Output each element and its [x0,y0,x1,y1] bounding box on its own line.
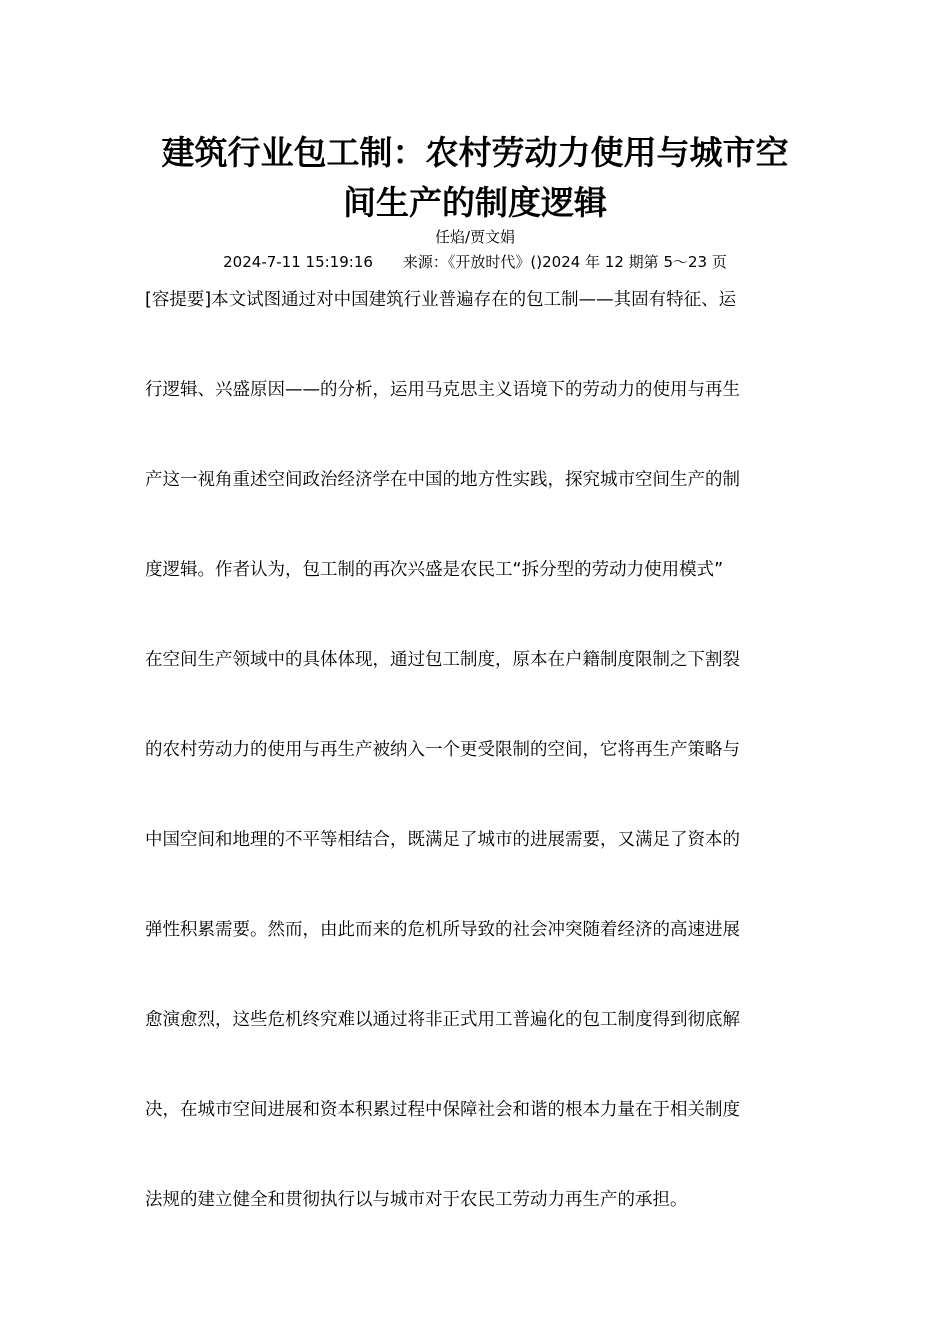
abstract-line: [容提要]本文试图通过对中国建筑行业普遍存在的包工制——其固有特征、运 [145,290,737,310]
abstract-line: 行逻辑、兴盛原因——的分析，运用马克思主义语境下的劳动力的使用与再生 [145,380,740,400]
document-title-line-1: 建筑行业包工制：农村劳动力使用与城市空 [161,133,789,172]
publish-date: 2024-7-11 15:19:16 [223,253,373,271]
abstract-line: 弹性积累需要。然而，由此而来的危机所导致的社会冲突随着经济的高速进展 [145,920,740,940]
abstract-line: 的农村劳动力的使用与再生产被纳入一个更受限制的空间，它将再生产策略与 [145,740,740,760]
abstract-line: 在空间生产领域中的具体体现，通过包工制度，原本在户籍制度限制之下割裂 [145,650,740,670]
publication-meta [0,251,950,273]
publication-source: 来源：《开放时代》()2024 年 12 期第 5～23 页 [402,253,727,271]
document-title-line-2: 间生产的制度逻辑 [343,183,607,222]
abstract-line: 度逻辑。作者认为，包工制的再次兴盛是农民工“拆分型的劳动力使用模式” [145,560,724,580]
abstract-line: 中国空间和地理的不平等相结合，既满足了城市的进展需要，又满足了资本的 [145,830,740,850]
abstract-line: 愈演愈烈，这些危机终究难以通过将非正式用工普遍化的包工制度得到彻底解 [145,1010,740,1030]
abstract-line: 产这一视角重述空间政治经济学在中国的地方性实践，探究城市空间生产的制 [145,470,740,490]
author-byline: 任焰/贾文娟 [434,228,516,246]
abstract-line: 决，在城市空间进展和资本积累过程中保障社会和谐的根本力量在于相关制度 [145,1100,740,1120]
abstract-line: 法规的建立健全和贯彻执行以与城市对于农民工劳动力再生产的承担。 [145,1190,688,1210]
